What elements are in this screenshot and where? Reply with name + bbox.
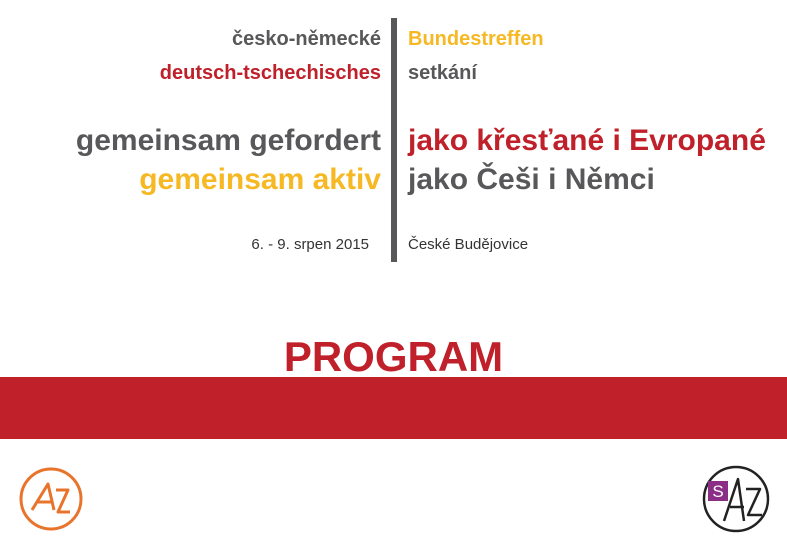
label-setkani: setkání: [408, 62, 477, 84]
motto-krestane-evropane: jako křesťané i Evropané: [408, 124, 766, 157]
event-place: České Budějovice: [408, 236, 529, 253]
sdruzeni-ackermann-gemeinde-logo: [700, 463, 770, 533]
motto-gemeinsam-aktiv: gemeinsam aktiv: [139, 163, 381, 196]
label-bundestreffen: Bundestreffen: [408, 28, 544, 50]
ag-logo-icon: [18, 466, 84, 532]
sag-logo-icon: [700, 463, 770, 533]
label-cesko-nemecke: česko-německé: [232, 28, 381, 50]
motto-gemeinsam-gefordert: gemeinsam gefordert: [75, 124, 381, 157]
vertical-divider: [391, 18, 397, 262]
event-date: 6. - 9. srpen 2015: [251, 236, 369, 253]
motto-cesi-nemci: jako Češi i Němci: [408, 163, 655, 196]
ackermann-gemeinde-logo: [18, 466, 84, 532]
red-banner: [0, 377, 787, 439]
logo-letter: S: [712, 482, 724, 501]
program-title: PROGRAM: [283, 333, 504, 377]
label-deutsch-tschechisches: deutsch-tschechisches: [159, 62, 381, 84]
